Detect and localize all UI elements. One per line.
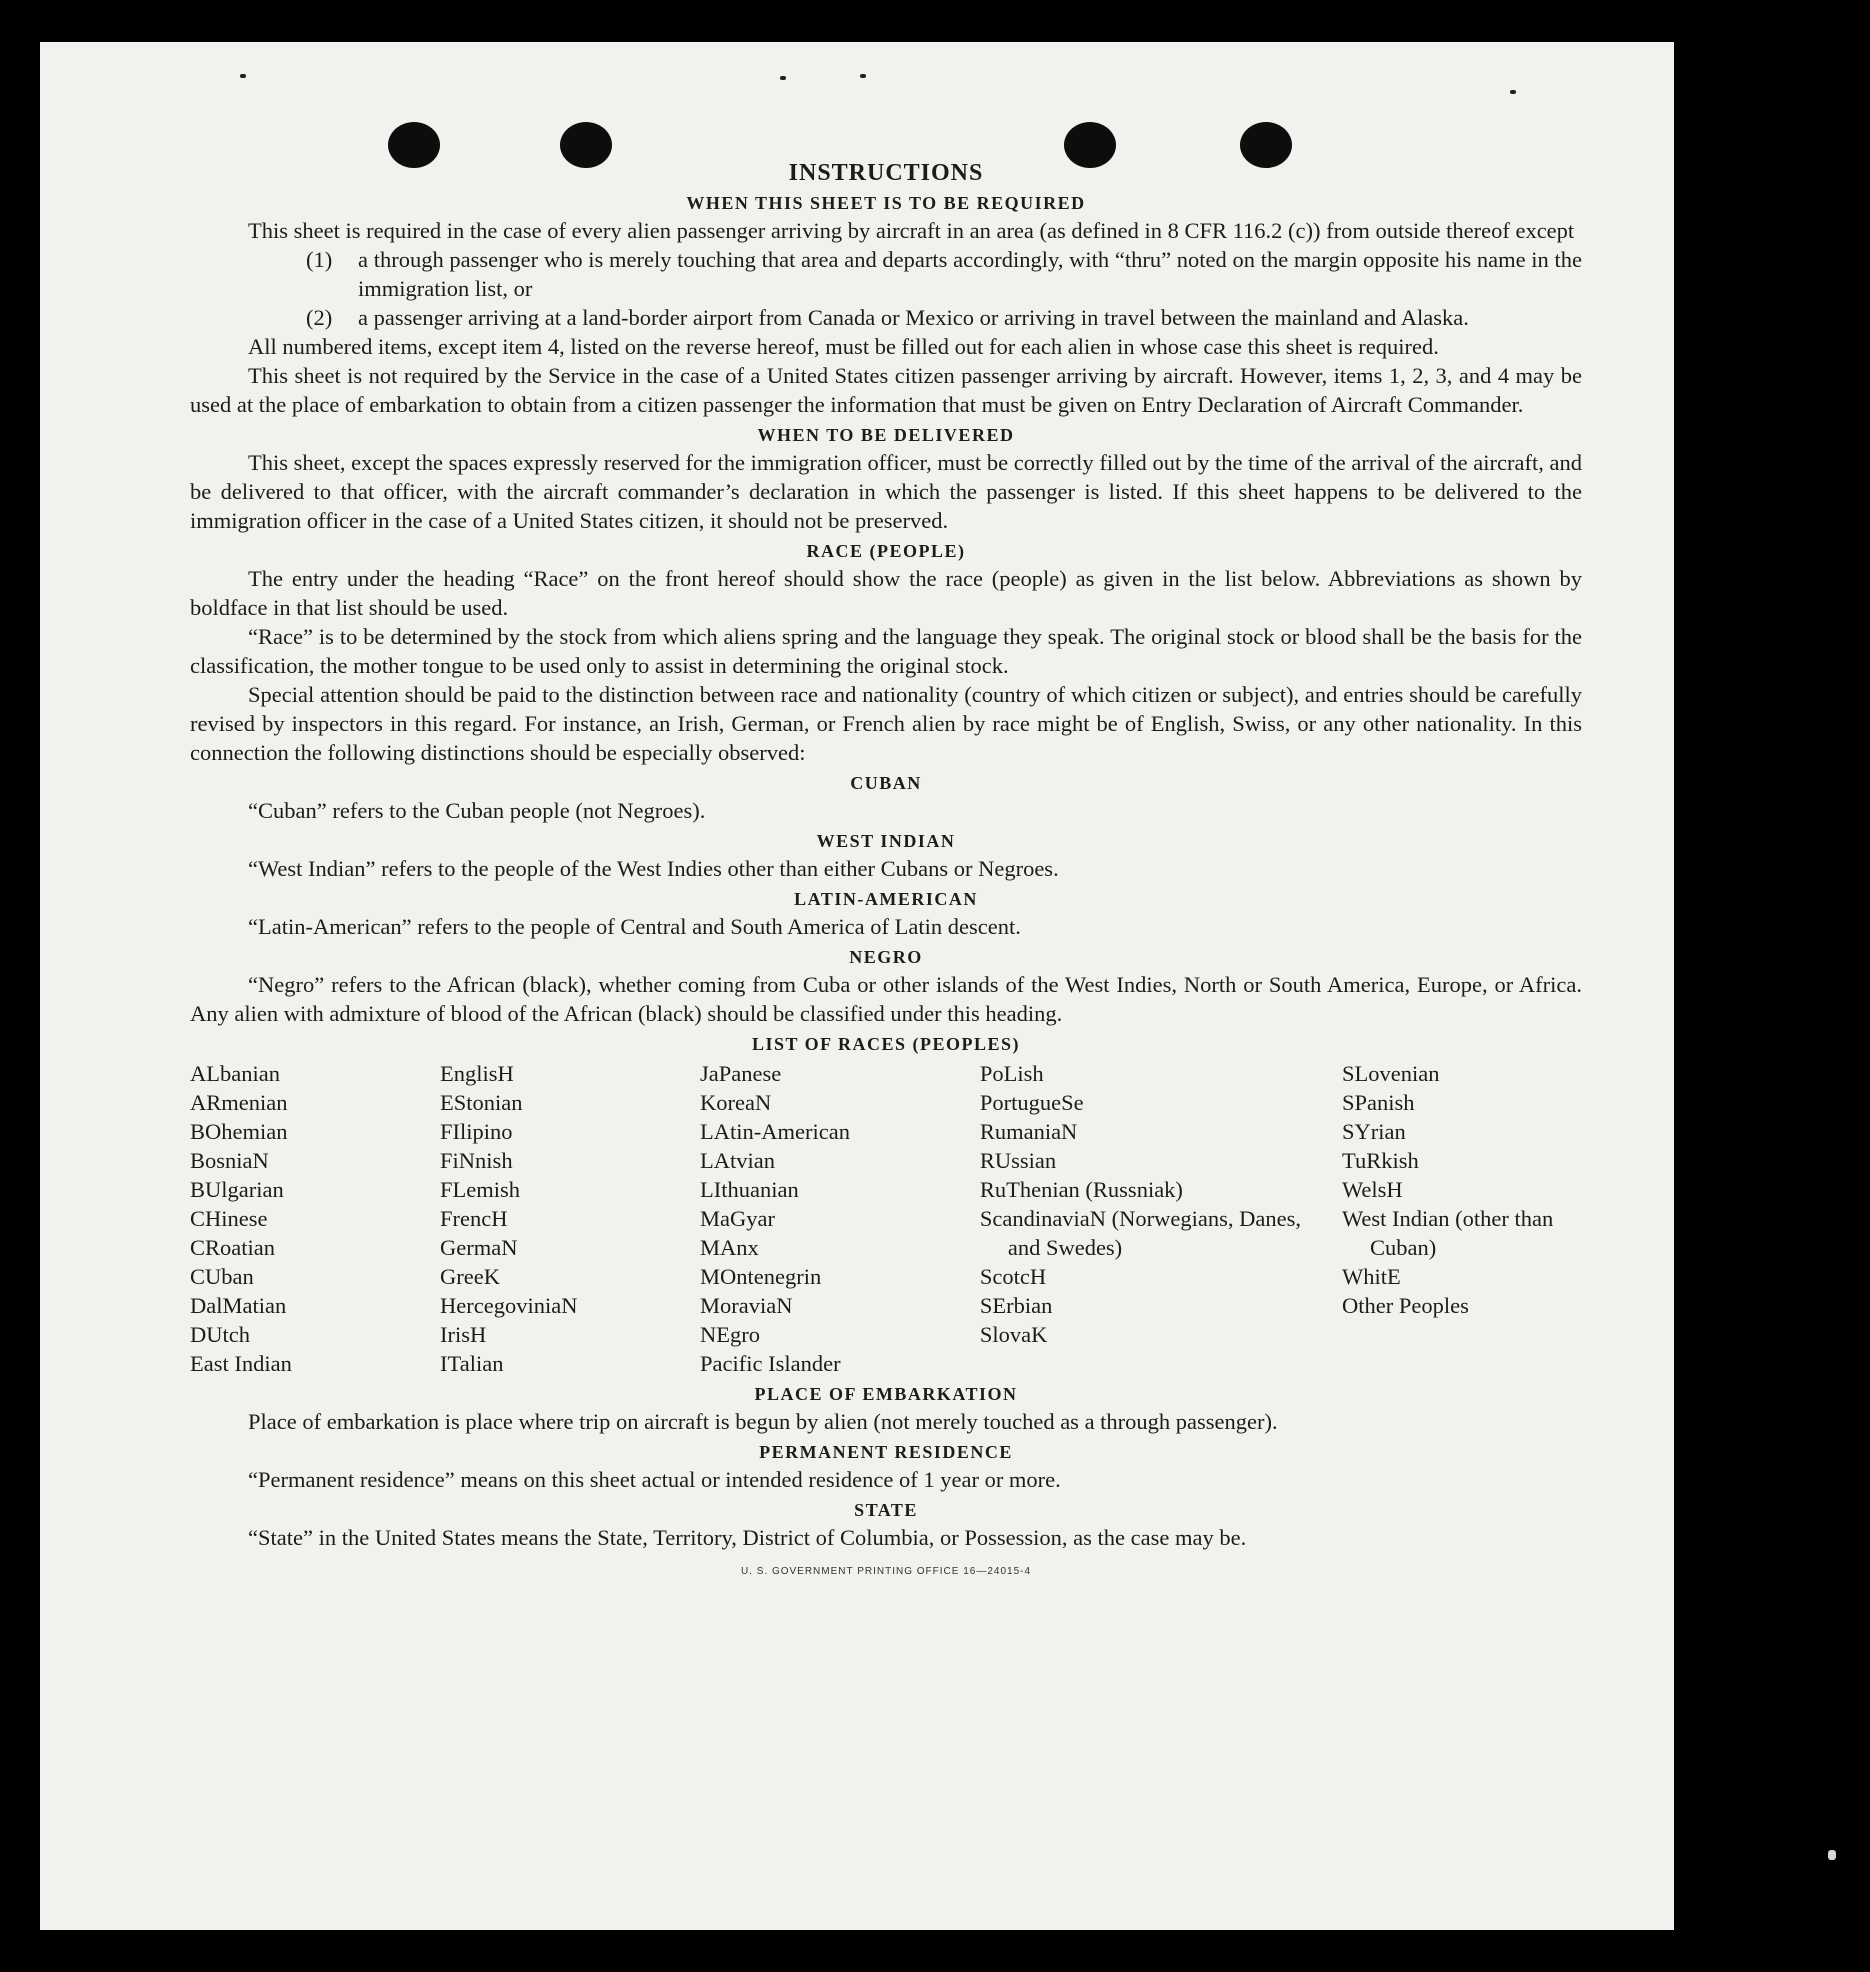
paragraph: “West Indian” refers to the people of the West Indies other than either Cubans or Negroes. <box>248 856 1059 881</box>
race-item: DUtch <box>190 1322 250 1347</box>
race-item: CHinese <box>190 1206 268 1231</box>
race-item: SLovenian <box>1342 1061 1440 1086</box>
paragraph: “Race” is to be determined by the stock from which aliens spring and the language they speak. The original stock or blood shall be the basis for the classification, the mother tongue to be used only to assist in determining the original stock. <box>190 624 1582 678</box>
document-sheet <box>40 42 1674 1930</box>
race-item: WelsH <box>1342 1177 1403 1202</box>
race-item: LAtvian <box>700 1148 775 1173</box>
heading-negro: NEGRO <box>849 947 923 967</box>
race-item: GreeK <box>440 1264 501 1289</box>
heading-list-of-races: LIST OF RACES (PEOPLES) <box>751 1034 1021 1054</box>
list-item <box>306 245 1582 303</box>
race-item: KoreaN <box>700 1090 772 1115</box>
race-item: CUban <box>190 1264 254 1289</box>
race-item: IrisH <box>440 1322 487 1347</box>
speck <box>240 74 246 78</box>
race-item: PortugueSe <box>979 1090 1084 1115</box>
race-item: EStonian <box>440 1090 523 1115</box>
race-column <box>190 1059 440 1378</box>
heading-place-of-embarkation: PLACE OF EMBARKATION <box>754 1384 1018 1404</box>
race-item: East Indian <box>190 1351 292 1376</box>
race-item: MaGyar <box>700 1206 775 1231</box>
race-item: CRoatian <box>190 1235 275 1260</box>
paragraph: “Latin-American” refers to the people of Central and South America of Latin descent. <box>248 914 1021 939</box>
race-column <box>700 1059 980 1378</box>
paragraph: “State” in the United States means the State, Territory, District of Columbia, or Possession, as the case may be. <box>248 1525 1247 1550</box>
punch-hole <box>1064 122 1116 168</box>
race-item: ARmenian <box>190 1090 288 1115</box>
heading-when-delivered: WHEN TO BE DELIVERED <box>757 425 1015 445</box>
race-item: Pacific Islander <box>700 1351 841 1376</box>
heading-state: STATE <box>854 1500 918 1520</box>
paragraph: The entry under the heading “Race” on the front hereof should show the race (people) as given in the list below. Abbreviations as shown by boldface in that list should be used. <box>190 566 1582 620</box>
race-item: FrencH <box>440 1206 508 1231</box>
race-item: GermaN <box>440 1235 518 1260</box>
race-item: SErbian <box>979 1293 1053 1318</box>
paragraph: This sheet is required in the case of every alien passenger arriving by aircraft in an area (as defined in 8 CFR 116.2 (c)) from outside thereof except <box>248 218 1575 243</box>
race-item: ScandinaviaN (Norwegians, Danes, and Swedes) <box>979 1206 1301 1260</box>
race-list <box>190 1059 1582 1378</box>
race-item: FLemish <box>440 1177 521 1202</box>
race-item: ALbanian <box>190 1061 280 1086</box>
race-item: MOntenegrin <box>700 1264 822 1289</box>
paragraph: “Permanent residence” means on this sheet actual or intended residence of 1 year or more. <box>248 1467 1061 1492</box>
race-item: MoraviaN <box>700 1293 793 1318</box>
paragraph: This sheet, except the spaces expressly reserved for the immigration officer, must be correctly filled out by the time of the arrival of the aircraft, and be delivered to that officer, with the aircraft commander’s declaration in which the passenger is listed. If this sheet happens to be delivered to the immigration officer in the case of a United States citizen, it should not be preserved. <box>190 450 1582 533</box>
paragraph: “Cuban” refers to the Cuban people (not Negroes). <box>248 798 706 823</box>
heading-when-required: WHEN THIS SHEET IS TO BE REQUIRED <box>686 193 1086 213</box>
race-item: PoLish <box>979 1061 1044 1086</box>
punch-hole <box>1240 122 1292 168</box>
race-item: RuThenian (Russniak) <box>979 1177 1183 1202</box>
heading-west-indian: WEST INDIAN <box>816 831 956 851</box>
race-item: FIlipino <box>440 1119 513 1144</box>
page-title: INSTRUCTIONS <box>788 160 984 186</box>
list-number: (1) <box>306 247 333 272</box>
race-item: WhitE <box>1342 1264 1401 1289</box>
race-item: HercegoviniaN <box>440 1293 578 1318</box>
race-item: JaPanese <box>700 1061 782 1086</box>
paragraph: This sheet is not required by the Service in the case of a United States citizen passenger arriving by aircraft. However, items 1, 2, 3, and 4 may be used at the place of embarkation to obtain from a citizen passenger the information that must be given on Entry Declaration of Aircraft Commander. <box>190 363 1582 417</box>
list-text: a through passenger who is merely touching that area and departs accordingly, with “thru” noted on the margin opposite his name in the immigration list, or <box>358 247 1582 301</box>
race-item: NEgro <box>700 1322 761 1347</box>
paragraph: All numbered items, except item 4, listed on the reverse hereof, must be filled out for each alien in whose case this sheet is required. <box>248 334 1439 359</box>
race-column <box>440 1059 700 1378</box>
heading-permanent-residence: PERMANENT RESIDENCE <box>759 1442 1013 1462</box>
race-item: BUlgarian <box>190 1177 284 1202</box>
race-item: SlovaK <box>979 1322 1048 1347</box>
race-item: ScotcH <box>979 1264 1047 1289</box>
paragraph: Special attention should be paid to the distinction between race and nationality (country of which citizen or subject), and entries should be carefully revised by inspectors in this regard. For instance, an Irish, German, or French alien by race might be of English, Swiss, or any other nationality. In this connection the following distinctions should be especially observed: <box>190 682 1582 765</box>
edge-mark <box>1828 1850 1836 1860</box>
speck <box>1510 90 1516 94</box>
list-number: (2) <box>306 305 333 330</box>
punch-hole <box>560 122 612 168</box>
heading-race: RACE (PEOPLE) <box>806 541 966 561</box>
speck <box>780 76 786 80</box>
race-item: RumaniaN <box>979 1119 1078 1144</box>
race-item: DalMatian <box>190 1293 287 1318</box>
speck <box>860 74 866 78</box>
printer-imprint: U. S. GOVERNMENT PRINTING OFFICE 16—24015-4 <box>740 1566 1032 1577</box>
punch-hole <box>388 122 440 168</box>
heading-cuban: CUBAN <box>850 773 922 793</box>
race-item: BosniaN <box>190 1148 269 1173</box>
race-item: Other Peoples <box>1342 1293 1469 1318</box>
race-column <box>1342 1059 1582 1378</box>
race-item: FiNnish <box>440 1148 513 1173</box>
heading-latin-american: LATIN-AMERICAN <box>794 889 978 909</box>
list-text: a passenger arriving at a land-border airport from Canada or Mexico or arriving in travel between the mainland and Alaska. <box>358 305 1469 330</box>
race-item: MAnx <box>700 1235 759 1260</box>
race-item: TuRkish <box>1342 1148 1419 1173</box>
race-item: SPanish <box>1342 1090 1415 1115</box>
paragraph: Place of embarkation is place where trip on aircraft is begun by alien (not merely touched as a through passenger). <box>248 1409 1278 1434</box>
race-item: ITalian <box>440 1351 504 1376</box>
race-column <box>980 1059 1342 1378</box>
race-item: EnglisH <box>440 1061 514 1086</box>
race-item: RUssian <box>979 1148 1057 1173</box>
race-item: BOhemian <box>190 1119 288 1144</box>
race-item: West Indian (other than Cuban) <box>1342 1206 1554 1260</box>
paragraph: “Negro” refers to the African (black), whether coming from Cuba or other islands of the West Indies, North or South America, Europe, or Africa. Any alien with admixture of blood of the African (black) should be classified under this heading. <box>190 972 1582 1026</box>
race-item: SYrian <box>1342 1119 1406 1144</box>
race-item: LIthuanian <box>700 1177 799 1202</box>
list-item <box>306 303 1582 332</box>
race-item: LAtin-American <box>700 1119 850 1144</box>
